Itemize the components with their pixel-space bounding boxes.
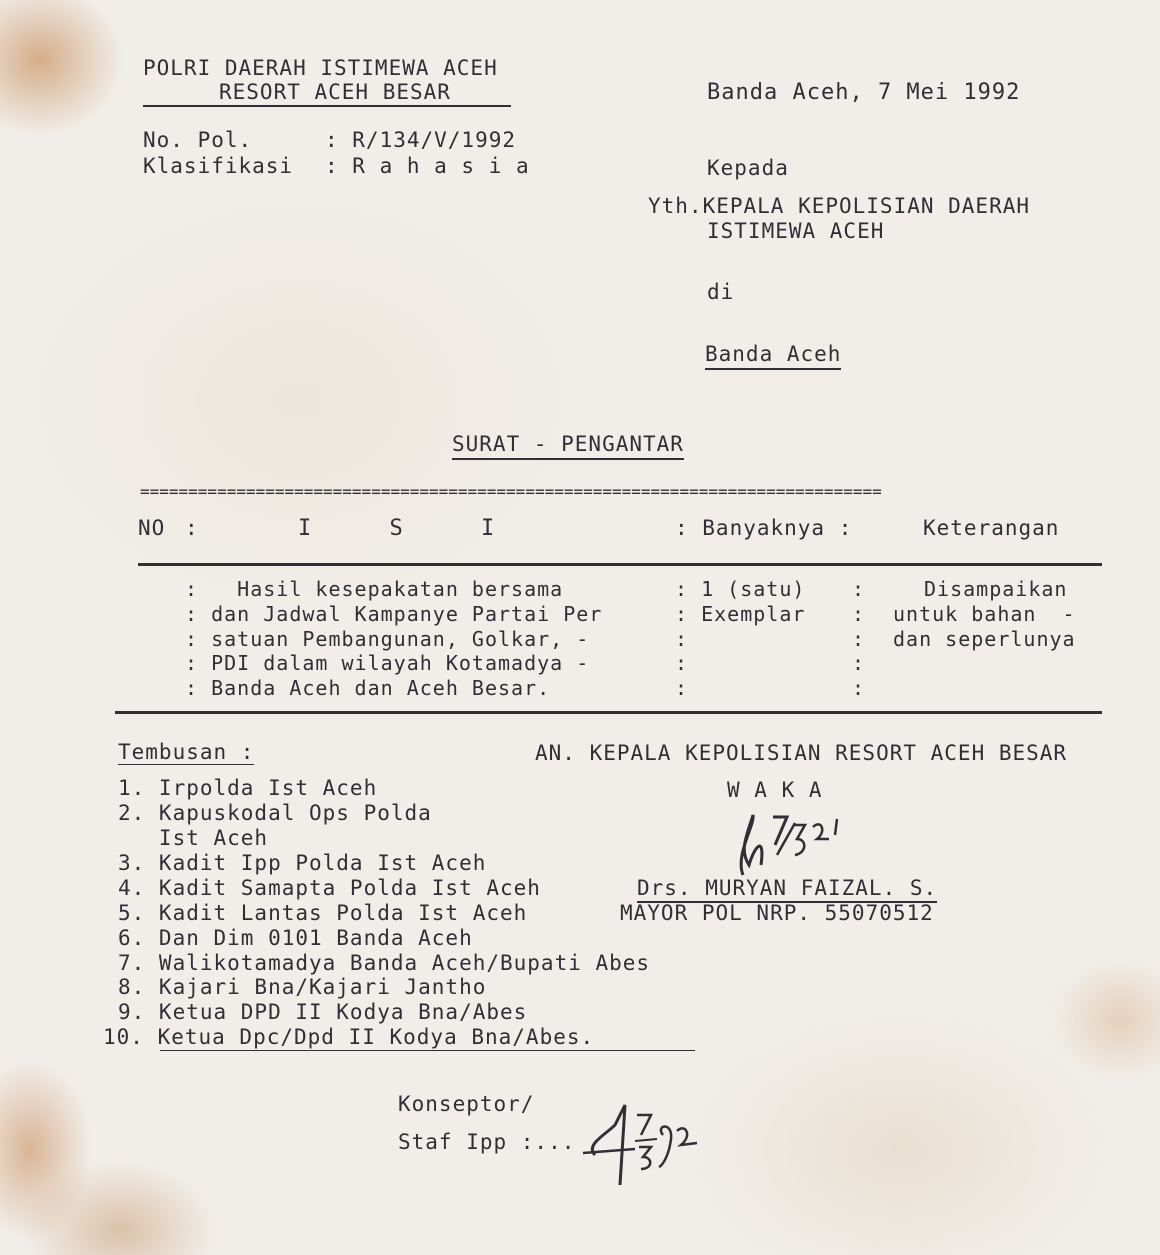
signature-name: Drs. MURYAN FAIZAL. S. — [637, 876, 937, 903]
recipient-kepada: Kepada — [707, 156, 789, 180]
tembusan-item-9: 9. Ketua DPD II Kodya Bna/Abes — [118, 1000, 528, 1024]
tembusan-item-10: 10. Ketua Dpc/Dpd II Kodya Bna/Abes. — [103, 1025, 595, 1049]
isi-line-3: : satuan Pembangunan, Golkar, - — [185, 627, 590, 651]
ket-line-3: dan seperlunya — [893, 627, 1076, 651]
document-title: SURAT - PENGANTAR — [452, 432, 684, 460]
org-name-line1: POLRI DAERAH ISTIMEWA ACEH — [143, 56, 498, 80]
banyak-line-2: : Exemplar — [675, 602, 806, 626]
table-rule-top — [138, 563, 1102, 566]
recipient-di: di — [707, 280, 735, 304]
klasifikasi-value: : R a h a s i a — [325, 154, 530, 178]
table-header-colon: : — [185, 516, 199, 540]
signature-an: AN. KEPALA KEPOLISIAN RESORT ACEH BESAR — [535, 741, 1068, 765]
isi-line-2: : dan Jadwal Kampanye Partai Per — [185, 602, 603, 626]
tembusan-item-4: 4. Kadit Samapta Polda Ist Aceh — [118, 876, 541, 900]
table-header-banyaknya: : Banyaknya : — [675, 516, 853, 540]
tembusan-label: Tembusan : — [118, 740, 255, 764]
konseptor-line1: Konseptor/ — [398, 1092, 535, 1116]
tembusan-end-rule — [160, 1050, 695, 1051]
banyak-line-4: : — [675, 651, 689, 675]
ket-line-2: untuk bahan - — [893, 602, 1076, 626]
no-pol-label: No. Pol. — [143, 128, 253, 152]
table-rule-bottom — [115, 711, 1102, 714]
handwritten-paraf-konseptor — [575, 1095, 715, 1195]
tembusan-item-8: 8. Kajari Bna/Kajari Jantho — [118, 975, 487, 999]
banyak-line-3: : — [675, 627, 689, 651]
handwritten-signature-waka — [725, 805, 865, 885]
signature-jabatan: W A K A — [727, 778, 823, 802]
recipient-line2: ISTIMEWA ACEH — [707, 219, 885, 243]
colon-line-3: : — [852, 627, 866, 651]
tembusan-item-3: 3. Kadit Ipp Polda Ist Aceh — [118, 851, 487, 875]
org-name-line2: RESORT ACEH BESAR — [143, 80, 511, 107]
isi-line-1: : Hasil kesepakatan bersama — [185, 577, 564, 601]
table-header-isi: I S I — [298, 516, 497, 541]
isi-line-4: : PDI dalam wilayah Kotamadya - — [185, 651, 590, 675]
tembusan-item-1: 1. Irpolda Ist Aceh — [118, 776, 378, 800]
konseptor-line2: Staf Ipp :... — [398, 1130, 576, 1154]
tembusan-item-5: 5. Kadit Lantas Polda Ist Aceh — [118, 901, 528, 925]
table-header-no: NO — [138, 516, 166, 540]
tembusan-item-6: 6. Dan Dim 0101 Banda Aceh — [118, 926, 473, 950]
banyak-line-5: : — [675, 676, 689, 700]
ket-line-1: Disampaikan — [924, 577, 1068, 601]
table-header-keterangan: Keterangan — [923, 516, 1060, 540]
no-pol-value: : R/134/V/1992 — [325, 128, 517, 152]
tembusan-item-2: 2. Kapuskodal Ops Polda — [118, 801, 432, 825]
double-separator: ============================================================================= — [140, 482, 882, 501]
signature-rank: MAYOR POL NRP. 55070512 — [620, 901, 934, 925]
banyak-line-1: : 1 (satu) — [675, 577, 806, 601]
recipient-line1: Yth.KEPALA KEPOLISIAN DAERAH — [648, 194, 1031, 218]
klasifikasi-label: Klasifikasi — [143, 154, 294, 178]
colon-line-2: : — [852, 602, 866, 626]
isi-line-5: : Banda Aceh dan Aceh Besar. — [185, 676, 551, 700]
colon-line-1: : — [852, 577, 866, 601]
colon-line-5: : — [852, 676, 866, 700]
tembusan-item-2b: Ist Aceh — [118, 826, 269, 850]
place-date: Banda Aceh, 7 Mei 1992 — [707, 80, 1021, 105]
tembusan-item-7: 7. Walikotamadya Banda Aceh/Bupati Abes — [118, 951, 651, 975]
colon-line-4: : — [852, 651, 866, 675]
recipient-city: Banda Aceh — [705, 342, 841, 370]
